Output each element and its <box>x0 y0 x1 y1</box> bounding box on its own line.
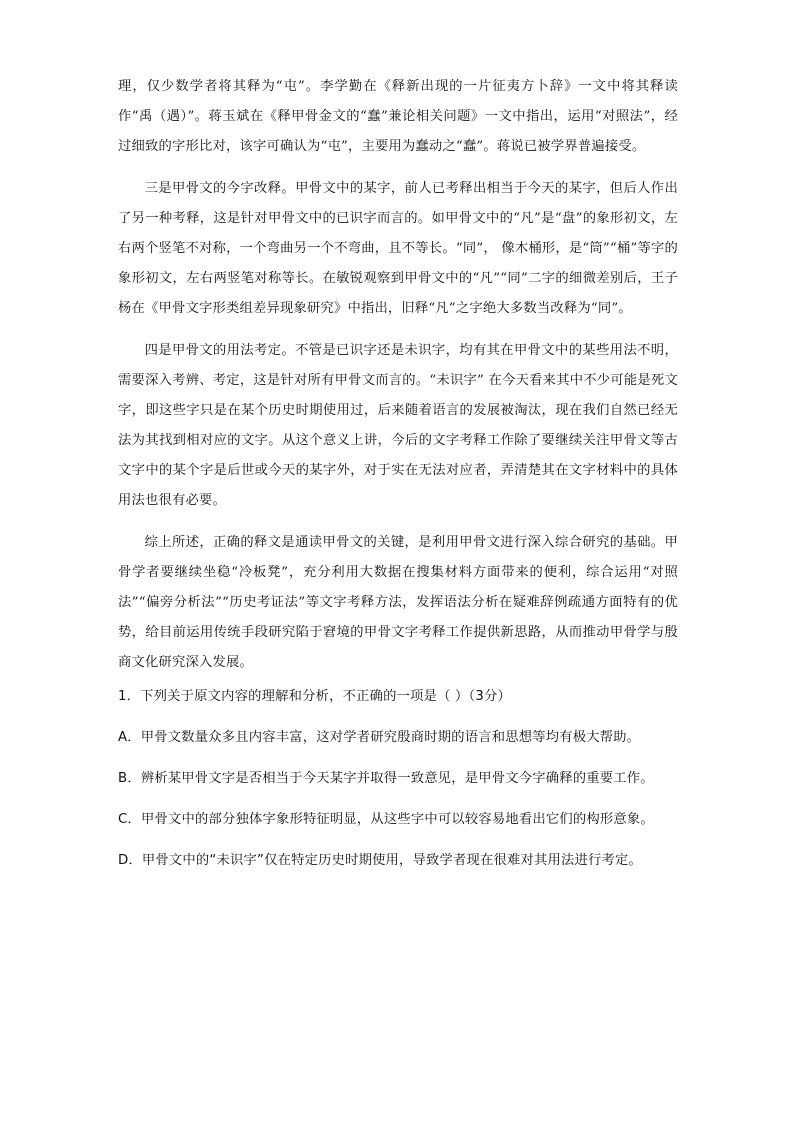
paragraph-2: 三是甲骨文的今字改释。甲骨文中的某字，前人已考释出相当于今天的某字，但后人作出了另一种考释，这是针对甲骨文中的已识字而言的。如甲骨文中的“凡”是“盘”的象形初文，左右两个竖笔不对称，一个弯曲另一个不弯曲，且不等长。“同”， 像木桶形，是“筒”“桶”等字的象形初文，左右两竖笔对称等长。在敏锐观察到甲骨文中的“凡”“同”二字的细微差别后，王子杨在《甲骨文字形类组差异现象研究》中指出，旧释“凡”之字绝大多数当改释为“同”。 <box>118 181 678 316</box>
paragraph-gap <box>118 324 678 336</box>
paragraph-gap <box>118 162 678 174</box>
document-page <box>118 72 678 891</box>
option-a[interactable]: A．甲骨文数量众多且内容丰富，这对学者研究殷商时期的语言和思想等均有极大帮助。 <box>118 730 641 745</box>
paragraph-3: 四是甲骨文的用法考定。不管是已识字还是未识字，均有其在甲骨文中的某些用法不明，需要深入考辨、考定，这是针对所有甲骨文而言的。“未识字” 在今天看来其中不少可能是死文字，即这些字只是在某个历史时期使用过，后来随着语言的发展被淘汰，现在我们自然已经无法为其找到相对应的文字。从这个意义上讲，今后的文字考释工作除了要继续关注甲骨文等古文字中的某个字是后世或今天的某字外，对于实在无法对应者，弄清楚其在文字材料中的具体用法也很有必要。 <box>118 343 678 508</box>
option-b[interactable]: B．辨析某甲骨文字是否相当于今天某字并取得一致意见，是甲骨文今字确释的重要工作。 <box>118 771 654 786</box>
paragraph-4: 综上所述，正确的释文是通读甲骨文的关键，是利用甲骨文进行深入综合研究的基础。甲骨学者要继续坐稳“冷板凳”，充分利用大数据在搜集材料方面带来的便利，综合运用“对照法”“偏旁分析法”“历史考证法”等文字考释方法，发挥语法分析在疑难辞例疏通方面特有的优势，给目前运用传统手段研究陷于窘境的甲骨文字考释工作提供新思路，从而推动甲骨学与殷商文化研究深入发展。 <box>118 535 678 670</box>
option-c[interactable]: C．甲骨文中的部分独体字象形特征明显，从这些字中可以较容易地看出它们的构形意象。 <box>118 812 654 827</box>
option-d[interactable]: D．甲骨文中的“未识字”仅在特定历史时期使用，导致学者现在很难对其用法进行考定。 <box>118 853 642 868</box>
question-stem: 1．下列关于原文内容的理解和分析，不正确的一项是（ ）（3分） <box>118 689 512 704</box>
paragraph-gap <box>118 516 678 528</box>
paragraph-1: 理，仅少数学者将其释为“屯”。李学勤在《释新出现的一片征夷方卜辞》一文中将其释读作“禹（遇）”。蒋玉斌在《释甲骨金文的“蠢”兼论相关问题》一文中指出，运用“对照法”，经过细致的字形比对，该字可确认为“屯”，主要用为蠢动之“蠢”。蒋说已被学界普遍接受。 <box>118 79 678 154</box>
question-block <box>118 686 678 872</box>
